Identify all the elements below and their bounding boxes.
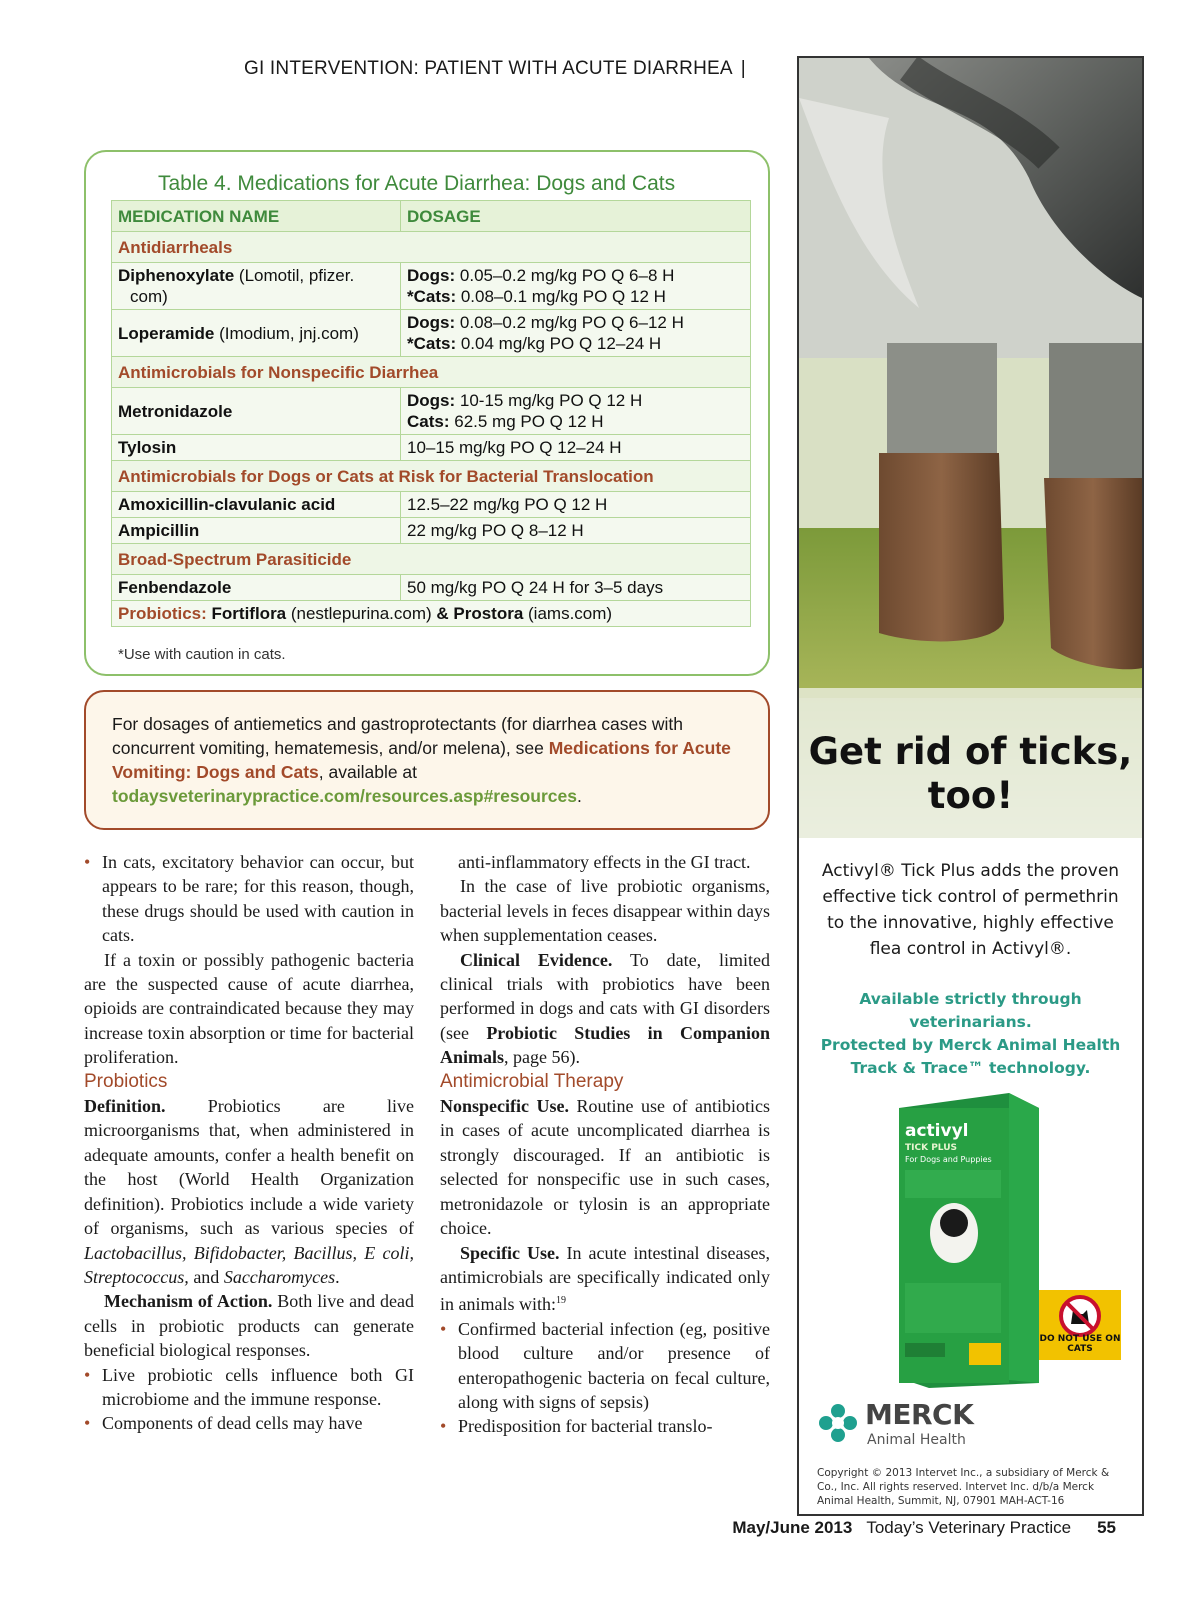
merck-wordmark: MERCK bbox=[865, 1398, 974, 1431]
paragraph-text: , page 56). bbox=[504, 1047, 580, 1068]
med-fenbendazole bbox=[112, 575, 401, 601]
dogs-dose: 0.05–0.2 mg/kg PO Q 6–8 H bbox=[455, 266, 675, 285]
activyl-advertisement bbox=[797, 56, 1144, 1516]
table-row bbox=[112, 435, 751, 461]
med-source-cont: com) bbox=[130, 287, 168, 306]
ad-copyright: Copyright © 2013 Intervet Inc., a subsidiary of Merck & Co., Inc. All rights reserved. Intervet Inc. d/b/a Merck Animal Health, Summit, NJ, 07901 MAH-ACT-16 bbox=[817, 1467, 1110, 1507]
medications-table-box bbox=[84, 150, 770, 676]
list-item-text: Predisposition for bacterial translo- bbox=[458, 1416, 713, 1437]
dose-loperamide bbox=[401, 310, 751, 357]
med-name: Loperamide bbox=[118, 323, 215, 343]
category-row bbox=[112, 544, 751, 575]
med-ampicillin bbox=[112, 518, 401, 544]
page-number: 55 bbox=[1097, 1518, 1116, 1537]
dogs-label: Dogs: bbox=[407, 266, 456, 285]
paragraph-definition bbox=[84, 1094, 414, 1289]
product-line-text: TICK PLUS bbox=[905, 1143, 958, 1153]
do-not-use-on-cats-badge bbox=[1039, 1290, 1121, 1360]
category-row bbox=[112, 461, 751, 492]
list-item bbox=[84, 1363, 414, 1412]
med-source: (Lomotil, pfizer. bbox=[234, 266, 355, 285]
list-item bbox=[84, 850, 414, 948]
table-row bbox=[112, 388, 751, 435]
product-sub-text: For Dogs and Puppies bbox=[905, 1155, 992, 1164]
category-parasiticide: Broad-Spectrum Parasiticide bbox=[112, 544, 751, 575]
paragraph-text: To date, limited clinical trials with probiotics have been performed in dogs and cats with GI disorders (see bbox=[440, 949, 770, 1043]
body-column-left bbox=[84, 850, 414, 1436]
dose-fenbendazole: 50 mg/kg PO Q 24 H for 3–5 days bbox=[401, 575, 751, 601]
dose-amoxicillin: 12.5–22 mg/kg PO Q 12 H bbox=[401, 492, 751, 518]
list-item-text: Components of dead cells may have bbox=[102, 1413, 363, 1434]
paragraph-nonspecific bbox=[440, 1094, 770, 1240]
probiotic-fortiflora: Fortiflora bbox=[211, 604, 287, 623]
bullet-dot: • bbox=[84, 852, 91, 872]
med-name: Metronidazole bbox=[118, 401, 233, 421]
product-brand-text: activyl bbox=[905, 1121, 969, 1141]
list-item-text: Live probiotic cells influence both GI microbiome and the immune response. bbox=[102, 1364, 414, 1409]
note-text: . bbox=[576, 786, 582, 806]
list-item-continued: anti-inflammatory effects in the GI tract. bbox=[458, 852, 751, 872]
product-box-image bbox=[889, 1088, 1049, 1388]
bullet-dot: • bbox=[440, 1318, 447, 1339]
dose-metronidazole bbox=[401, 388, 751, 435]
paragraph: In the case of live probiotic organisms, bacterial levels in feces disappear within days when supplementation ceases. bbox=[440, 876, 770, 946]
ad-tagline-line1: Available strictly through veterinarians. bbox=[859, 990, 1082, 1031]
med-name: Amoxicillin-clavulanic acid bbox=[118, 495, 336, 514]
note-text: For dosages of antiemetics and gastroprotectants (for diarrhea cases with concurrent vomiting, hematemesis, and/or melena), see bbox=[112, 714, 683, 758]
note-url-link[interactable]: todaysveterinarypractice.com/resources.asp#resources bbox=[112, 786, 577, 806]
ad-photo-illustration bbox=[799, 58, 1142, 838]
med-metronidazole bbox=[112, 388, 401, 435]
category-row bbox=[112, 357, 751, 388]
med-name: Fenbendazole bbox=[118, 578, 232, 597]
paragraph-text: Both live and dead cells in probiotic products can generate beneficial biological responses. bbox=[84, 1291, 415, 1361]
running-head-divider: | bbox=[740, 58, 746, 79]
paragraph-specific bbox=[440, 1241, 770, 1317]
running-head bbox=[244, 58, 746, 80]
paragraph-text: In acute intestinal diseases, antimicrobials are specifically indicated only in animals with: bbox=[440, 1242, 770, 1315]
ad-tagline bbox=[809, 988, 1132, 1080]
note-resource-link[interactable]: Medications for Acute Vomiting: Dogs and Cats bbox=[112, 738, 731, 782]
table-footnote: *Use with caution in cats. bbox=[118, 646, 286, 663]
table-row bbox=[112, 310, 751, 357]
dogs-dose: 0.08–0.2 mg/kg PO Q 6–12 H bbox=[455, 313, 684, 332]
run-in-head: Specific Use. bbox=[460, 1242, 560, 1263]
run-in-head: Nonspecific Use. bbox=[440, 1096, 569, 1117]
ad-photo-dog-and-boots bbox=[799, 58, 1142, 838]
table-row bbox=[112, 492, 751, 518]
citation-superscript: 19 bbox=[556, 1295, 566, 1307]
cats-dose: 0.04 mg/kg PO Q 12–24 H bbox=[456, 334, 662, 353]
category-row bbox=[112, 232, 751, 263]
bullet-dot: • bbox=[84, 1364, 91, 1385]
paragraph-clinical bbox=[440, 948, 770, 1070]
section-heading-antimicrobial: Antimicrobial Therapy bbox=[440, 1070, 624, 1092]
med-loperamide bbox=[112, 310, 401, 357]
dogs-dose: 10-15 mg/kg PO Q 12 H bbox=[455, 391, 643, 410]
col-dosage: DOSAGE bbox=[401, 201, 751, 232]
paragraph-text: Routine use of antibiotics in cases of acute uncomplicated diarrhea is strongly discouraged. If an antibiotic is selected for nonspecific use in such cases, metronidazole or tylosin is an appropriate choice. bbox=[440, 1096, 770, 1239]
dose-ampicillin: 22 mg/kg PO Q 8–12 H bbox=[401, 518, 751, 544]
probiotics-label: Probiotics: bbox=[118, 604, 207, 623]
merck-logo-icon bbox=[817, 1402, 859, 1444]
species-names: Lactobacillus, Bifidobacter, Bacillus, E coli, Streptococcus, bbox=[84, 1242, 414, 1287]
footer-issue: May/June 2013 bbox=[732, 1518, 853, 1537]
table-row bbox=[112, 263, 751, 310]
merck-subtitle: Animal Health bbox=[867, 1432, 966, 1448]
table-row bbox=[112, 575, 751, 601]
bullet-dot: • bbox=[84, 1413, 91, 1434]
no-cat-icon bbox=[1039, 1290, 1121, 1340]
med-name: Tylosin bbox=[118, 438, 177, 457]
dose-diphenoxylate bbox=[401, 263, 751, 310]
cats-label: *Cats: bbox=[407, 287, 457, 306]
ad-headline-line1: Get rid of ticks, bbox=[808, 730, 1133, 773]
probiotic-and: & bbox=[436, 604, 449, 623]
species-names: Saccharomyces bbox=[223, 1266, 336, 1287]
medications-table bbox=[111, 200, 751, 627]
probiotic-fortiflora-site: (nestlepurina.com) bbox=[286, 604, 437, 623]
page-footer bbox=[732, 1518, 1116, 1538]
med-source: (Imodium, jnj.com) bbox=[214, 323, 359, 343]
med-tylosin bbox=[112, 435, 401, 461]
col-medication-name: MEDICATION NAME bbox=[112, 201, 401, 232]
cats-dose: 62.5 mg PO Q 12 H bbox=[449, 412, 604, 431]
dogs-label: Dogs: bbox=[407, 391, 456, 410]
list-item-text: In cats, excitatory behavior can occur, but appears to be rare; for this reason, though, these drugs should be used with caution in cats. bbox=[102, 852, 414, 946]
list-item-text: Confirmed bacterial infection (eg, positive blood culture and/or presence of enteropathogenic bacteria on fecal culture, along with signs of sepsis) bbox=[458, 1318, 770, 1412]
list-item bbox=[440, 1317, 770, 1415]
ad-headline-line2: too! bbox=[927, 774, 1014, 817]
category-antidiarrheals: Antidiarrheals bbox=[112, 232, 751, 263]
ad-body-text: Activyl® Tick Plus adds the proven effective tick control of permethrin to the innovative, highly effective flea control in Activyl®. bbox=[821, 861, 1120, 959]
table-title: Table 4. Medications for Acute Diarrhea: Dogs and Cats bbox=[158, 172, 676, 195]
body-column-middle bbox=[440, 850, 770, 1439]
probiotics-cell bbox=[112, 601, 751, 627]
cross-reference: Probiotic Studies in Companion Animals bbox=[440, 1022, 770, 1068]
run-in-head: Mechanism of Action. bbox=[104, 1291, 273, 1312]
table-row bbox=[112, 518, 751, 544]
paragraph: If a toxin or possibly pathogenic bacteria are the suspected cause of acute diarrhea, opioids are contraindicated because they may increase toxin absorption or time for bacterial proliferation. bbox=[84, 949, 414, 1068]
cats-label: *Cats: bbox=[407, 334, 457, 353]
cats-label: Cats: bbox=[407, 412, 450, 431]
list-item bbox=[440, 1414, 770, 1438]
paragraph-text: and bbox=[188, 1266, 224, 1287]
running-head-text: GI INTERVENTION: PATIENT WITH ACUTE DIARRHEA bbox=[244, 58, 733, 79]
category-translocation: Antimicrobials for Dogs or Cats at Risk for Bacterial Translocation bbox=[112, 461, 751, 492]
ad-tagline-line3: Track & Trace™ technology. bbox=[850, 1059, 1091, 1077]
resources-note-box bbox=[84, 690, 770, 830]
note-text: , available at bbox=[318, 762, 418, 782]
probiotic-prostora-site: (iams.com) bbox=[523, 604, 613, 623]
run-in-head: Clinical Evidence. bbox=[460, 949, 613, 970]
dose-tylosin: 10–15 mg/kg PO Q 12–24 H bbox=[401, 435, 751, 461]
paragraph-text: Probiotics are live microorganisms that, when administered in adequate amounts, confer a health benefit on the host (World Health Organization definition). Probiotics include a wide variety of organisms, such as various species of bbox=[84, 1096, 414, 1239]
med-name: Ampicillin bbox=[118, 521, 200, 540]
dogs-label: Dogs: bbox=[407, 313, 456, 332]
section-heading-probiotics: Probiotics bbox=[84, 1070, 168, 1092]
run-in-head: Definition. bbox=[84, 1096, 166, 1117]
table-header-row bbox=[112, 201, 751, 232]
footer-magazine: Today’s Veterinary Practice bbox=[866, 1518, 1072, 1537]
probiotic-prostora: Prostora bbox=[448, 604, 524, 623]
med-name: Diphenoxylate bbox=[118, 266, 235, 285]
med-diphenoxylate bbox=[112, 263, 401, 310]
category-nonspecific: Antimicrobials for Nonspecific Diarrhea bbox=[112, 357, 751, 388]
bullet-dot: • bbox=[440, 1416, 447, 1437]
cats-dose: 0.08–0.1 mg/kg PO Q 12 H bbox=[456, 287, 666, 306]
ad-tagline-line2: Protected by Merck Animal Health bbox=[820, 1036, 1121, 1054]
do-not-use-text: DO NOT USE ON CATS bbox=[1039, 1334, 1121, 1354]
probiotics-row bbox=[112, 601, 751, 627]
med-amoxicillin bbox=[112, 492, 401, 518]
ad-headline bbox=[799, 730, 1142, 818]
list-item bbox=[84, 1411, 414, 1435]
paragraph-text: . bbox=[335, 1266, 340, 1287]
paragraph-mechanism bbox=[84, 1289, 414, 1362]
